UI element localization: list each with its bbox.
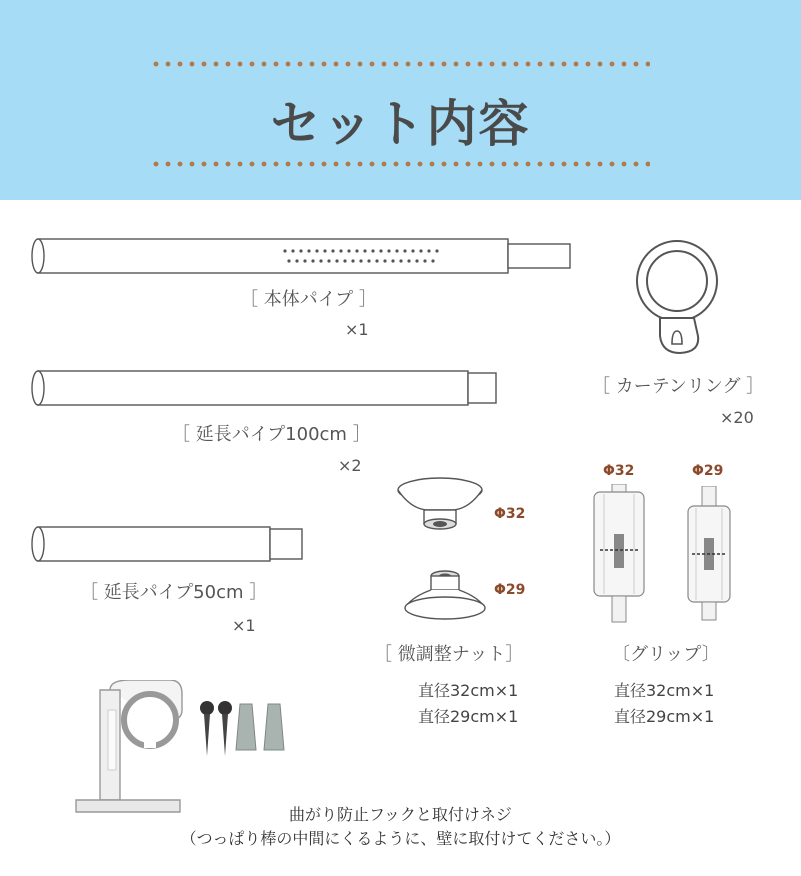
ext-pipe-50-qty: ×1 — [232, 616, 256, 635]
header-banner — [0, 0, 801, 200]
hook-caption-line2: （つっぱり棒の中間にくるように、壁に取付けてください。） — [180, 829, 621, 848]
hook-caption-line1: 曲がり防止フックと取付けネジ — [289, 805, 512, 824]
curtain-ring-qty: ×20 — [720, 408, 754, 427]
grip-32-image — [590, 484, 648, 624]
ext-pipe-50-image — [30, 524, 310, 566]
nut-32-diameter: Φ32 — [494, 506, 526, 522]
grip-32-diameter: Φ32 — [603, 463, 635, 479]
anti-bend-hook-image — [70, 680, 185, 815]
nut-29-diameter: Φ29 — [494, 582, 526, 598]
grip-spec-32: 直径32cm×1 — [614, 681, 715, 700]
ext-pipe-100-qty: ×2 — [338, 456, 362, 475]
adjust-nut-29-image — [400, 566, 490, 622]
adjust-nut-spec-32: 直径32cm×1 — [418, 681, 519, 700]
adjust-nut-32-image — [390, 474, 490, 534]
grip-29-image — [684, 486, 734, 622]
ext-pipe-100-label: ［ 延長パイプ100cm ］ — [172, 424, 371, 445]
adjust-nut-label: ［ 微調整ナット］ — [374, 644, 524, 665]
screws-and-anchors-image — [196, 700, 306, 762]
main-pipe-image — [30, 236, 580, 276]
dotted-divider-bottom — [150, 160, 650, 168]
main-pipe-qty: ×1 — [345, 320, 369, 339]
grip-29-diameter: Φ29 — [692, 463, 724, 479]
page-title: セット内容 — [270, 95, 531, 153]
dotted-divider-top — [150, 60, 650, 68]
adjust-nut-spec-29: 直径29cm×1 — [418, 707, 519, 726]
grip-label: 〔グリップ〕 — [612, 644, 720, 665]
curtain-ring-label: ［ カーテンリング ］ — [592, 376, 765, 397]
grip-spec-29: 直径29cm×1 — [614, 707, 715, 726]
curtain-ring-image — [630, 236, 730, 360]
ext-pipe-50-label: ［ 延長パイプ50cm ］ — [80, 582, 268, 603]
main-pipe-label: ［ 本体パイプ ］ — [240, 289, 377, 310]
ext-pipe-100-image — [30, 368, 505, 408]
